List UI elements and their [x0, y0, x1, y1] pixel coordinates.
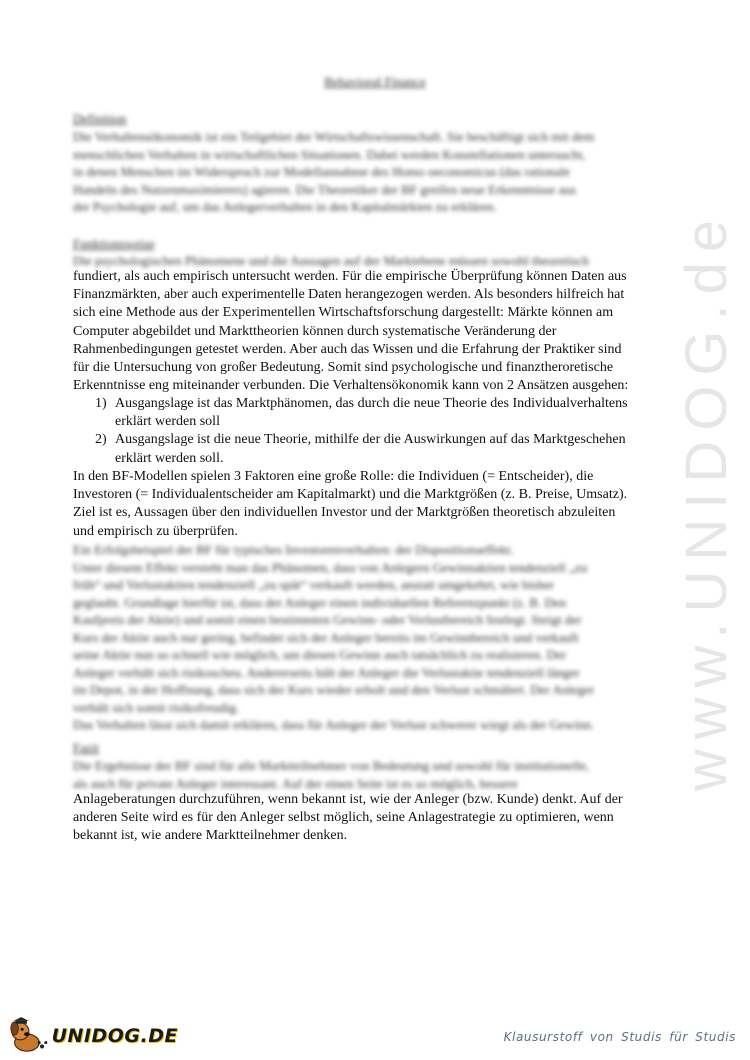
- conclusion-line: als auch für private Anleger interessant. Auf der einen Seite ist es so möglich, bessere: [73, 775, 518, 791]
- conclusion-line: bekannt ist, wie andere Marktteilnehmer denken.: [73, 828, 348, 844]
- functioning-line: für die Untersuchung von großer Bedeutung. Somit sind psychologische und finanztheroretische: [73, 360, 614, 376]
- functioning-heading: Funktionsweise: [73, 236, 155, 251]
- disposition-line: seine Aktie nun so schnell wie möglich, um diesen Gewinn auch tatsächlich zu realisieren. Der: [73, 647, 567, 662]
- functioning-line: Finanzmärkten, aber auch experimentelle Daten herangezogen werden. Als besonders hilfreich hat: [73, 287, 625, 303]
- list-number: 2): [95, 432, 107, 448]
- functioning-line: fundiert, als auch empirisch untersucht werden. Für die empirische Überprüfung können Daten aus: [73, 269, 627, 284]
- list-item-line: erklärt werden soll: [115, 414, 220, 430]
- definition-line: Handeln des Nutzenmaximierers) agieren. Die Theoretiker der BF greifen neue Erkenntnisse aus: [73, 181, 576, 197]
- conclusion-heading: Fazit: [73, 740, 99, 755]
- functioning-text: [73, 268, 688, 395]
- conclusion-line: Anlageberatungen durchzuführen, wenn bekannt ist, wie der Anleger (bzw. Kunde) denkt. Auf der: [73, 792, 623, 807]
- conclusion-text: [73, 791, 688, 846]
- logo-text: UNIDOG.DE: [51, 1025, 178, 1047]
- definition-heading: Definition: [73, 111, 127, 126]
- conclusion-line: Die Ergebnisse der BF sind für alle Marktteilnehmer von Bedeutung und sowohl für institutionelle,: [73, 758, 590, 773]
- page-title: Behavioral Finance: [324, 74, 426, 89]
- approaches-list: [73, 395, 688, 468]
- disposition-effect-text: [73, 541, 683, 734]
- definition-line: in denen Menschen im Widerspruch zur Modellannahme des Homo oeconomicus (das rationale: [73, 164, 571, 179]
- functioning-line: Rahmenbedingungen getestet werden. Aber auch das Wissen und die Erfahrung der Praktiker sind: [73, 341, 622, 357]
- list-number: 1): [95, 396, 107, 411]
- definition-text: [73, 128, 683, 216]
- disposition-line: Anleger verhält sich risikoscheu. Andererseits hält der Anleger die Verlustaktie tendenziell länger: [73, 664, 580, 680]
- factors-text: [73, 468, 688, 541]
- disposition-line: Unter diesem Effekt versteht man das Phänomen, dass von Anlegern Gewinnaktien tendenziell „zu: [73, 559, 588, 575]
- list-item: [73, 431, 688, 467]
- conclusion-line: anderen Seite wird es für den Anleger selbst möglich, seine Anlagestrategie zu optimieren, wenn: [73, 810, 614, 826]
- disposition-line: im Depot, in der Hoffnung, dass sich der Kurs wieder erholt und den Verlust schmälert. Der Anleger: [73, 682, 595, 697]
- dog-mascot-icon: [8, 1017, 50, 1055]
- factors-line: und empirisch zu überprüfen.: [73, 523, 238, 539]
- functioning-line: Erkenntnisse eng miteinander verbunden. Die Verhaltensökonomik kann von 2 Ansätzen ausgehen:: [73, 378, 629, 394]
- list-item: [73, 395, 688, 431]
- disposition-line: verhält sich somit risikofreudig.: [73, 699, 240, 715]
- disposition-line: früh“ und Verlustaktien tendenziell „zu spät“ verkauft werden, anstatt umgekehrt, wie bisher: [73, 577, 554, 592]
- disposition-line: Kaufpreis der Aktie) und somit einen bestimmten Gewinn- oder Verlustbereich festlegt. Steigt der: [73, 612, 582, 627]
- conclusion-blurred-text: [73, 757, 683, 792]
- functioning-blurred-first-line: [73, 252, 683, 270]
- list-item-line: Ausgangslage ist das Marktphänomen, das durch die neue Theorie des Individualverhaltens: [115, 396, 628, 411]
- definition-line: der Psychologie auf, um das Anlegerverhalten in den Kapitalmärkten zu erklären.: [73, 199, 497, 214]
- factors-line: Investoren (= Individualentscheider am Kapitalmarkt) und die Marktgrößen (z. B. Preise, Umsatz).: [73, 487, 628, 503]
- functioning-line: Computer abgebildet und Markttheorien können durch systematische Veränderung der: [73, 323, 557, 339]
- factors-line: Ziel ist es, Aussagen über den individuellen Investor und der Marktgrößen theoretisch abzuleiten: [73, 505, 616, 521]
- functioning-line: Die psychologischen Phänomene und die Aussagen auf der Marktebene müssen sowohl theoretisch: [73, 253, 589, 268]
- disposition-line: geglaubt. Grundlage hierfür ist, dass der Anleger einen individuellen Referenzpunkt (z. B. Den: [73, 594, 567, 610]
- disposition-line: Ein Erfolgsbeispiel der BF für typisches Investorenverhalten: der Dispositionseffekt.: [73, 542, 514, 557]
- list-item-line: erklärt werden soll.: [115, 450, 224, 466]
- footer-tagline: Klausurstoff von Studis für Studis: [503, 1030, 736, 1044]
- disposition-line: Das Verhalten lässt sich damit erklären, dass für Anleger der Verlust schwerer wiegt als der Gewinn.: [73, 717, 595, 732]
- definition-line: Die Verhaltensökonomik ist ein Teilgebiet der Wirtschaftswissenschaft. Sie beschäftigt sich mit dem: [73, 129, 595, 144]
- watermark-text: www.UNIDOG.de: [674, 209, 740, 791]
- factors-line: In den BF-Modellen spielen 3 Faktoren eine große Rolle: die Individuen (= Entscheider), die: [73, 469, 594, 484]
- definition-line: menschlichen Verhalten in wirtschaftlichen Situationen. Dabei werden Konstellationen untersucht,: [73, 146, 586, 162]
- disposition-line: Kurs der Aktie auch nur gering, befindet sich der Anleger bereits im Gewinnbereich und verkauft: [73, 629, 579, 645]
- functioning-line: sich eine Methode aus der Experimentellen Wirtschaftsforschung dargestellt: Märkte können am: [73, 305, 614, 321]
- unidog-logo[interactable]: [8, 1016, 178, 1056]
- list-item-line: Ausgangslage ist die neue Theorie, mithilfe der die Auswirkungen auf das Marktgeschehen: [115, 432, 626, 448]
